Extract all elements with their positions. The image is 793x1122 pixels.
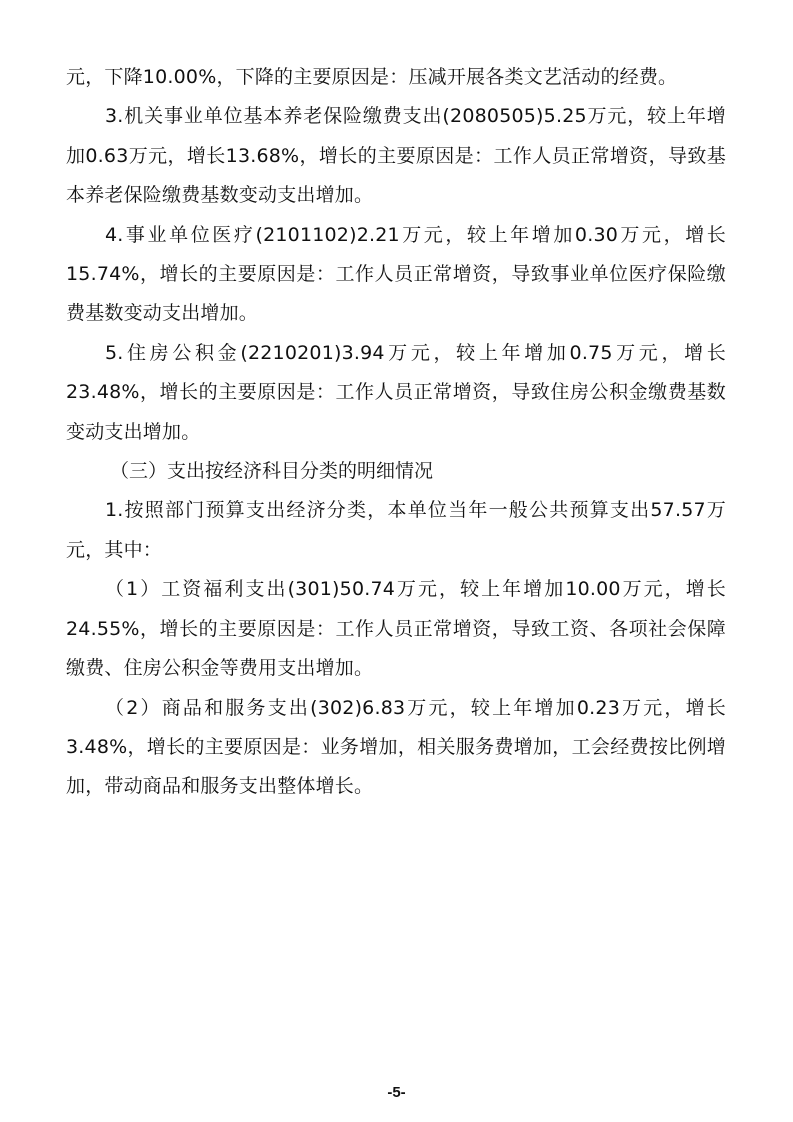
page-number: -5- (387, 1084, 406, 1101)
paragraph-goods-services: （2）商品和服务支出(302)6.83万元，较上年增加0.23万元，增长3.48%，增长的主要原因是：业务增加，相关服务费增加，工会经费按比例增加，带动商品和服务支出整体增长。 (66, 696, 726, 798)
paragraph-pension-insurance: 3.机关事业单位基本养老保险缴费支出(2080505)5.25万元，较上年增加0.63万元，增长13.68%，增长的主要原因是：工作人员正常增资，导致基本养老保险缴费基数变动支出增加。 (66, 105, 726, 207)
paragraph-housing-fund: 5.住房公积金(2210201)3.94万元，较上年增加0.75万元，增长23.48%，增长的主要原因是：工作人员正常增资，导致住房公积金缴费基数变动支出增加。 (66, 341, 726, 443)
paragraph-medical-insurance: 4.事业单位医疗(2101102)2.21万元，较上年增加0.30万元，增长15.74%，增长的主要原因是：工作人员正常增资，导致事业单位医疗保险缴费基数变动支出增加。 (66, 223, 726, 325)
paragraph-continuation: 元，下降10.00%，下降的主要原因是：压减开展各类文艺活动的经费。 (66, 66, 678, 88)
section-heading-economic-classification: （三）支出按经济科目分类的明细情况 (110, 460, 434, 483)
paragraph-budget-total: 1.按照部门预算支出经济分类，本单位当年一般公共预算支出57.57万元，其中： (66, 499, 726, 561)
document-body (66, 58, 726, 807)
paragraph-salary-welfare: （1）工资福利支出(301)50.74万元，较上年增加10.00万元，增长24.55%，增长的主要原因是：工作人员正常增资，导致工资、各项社会保障缴费、住房公积金等费用支出增加。 (66, 578, 726, 680)
